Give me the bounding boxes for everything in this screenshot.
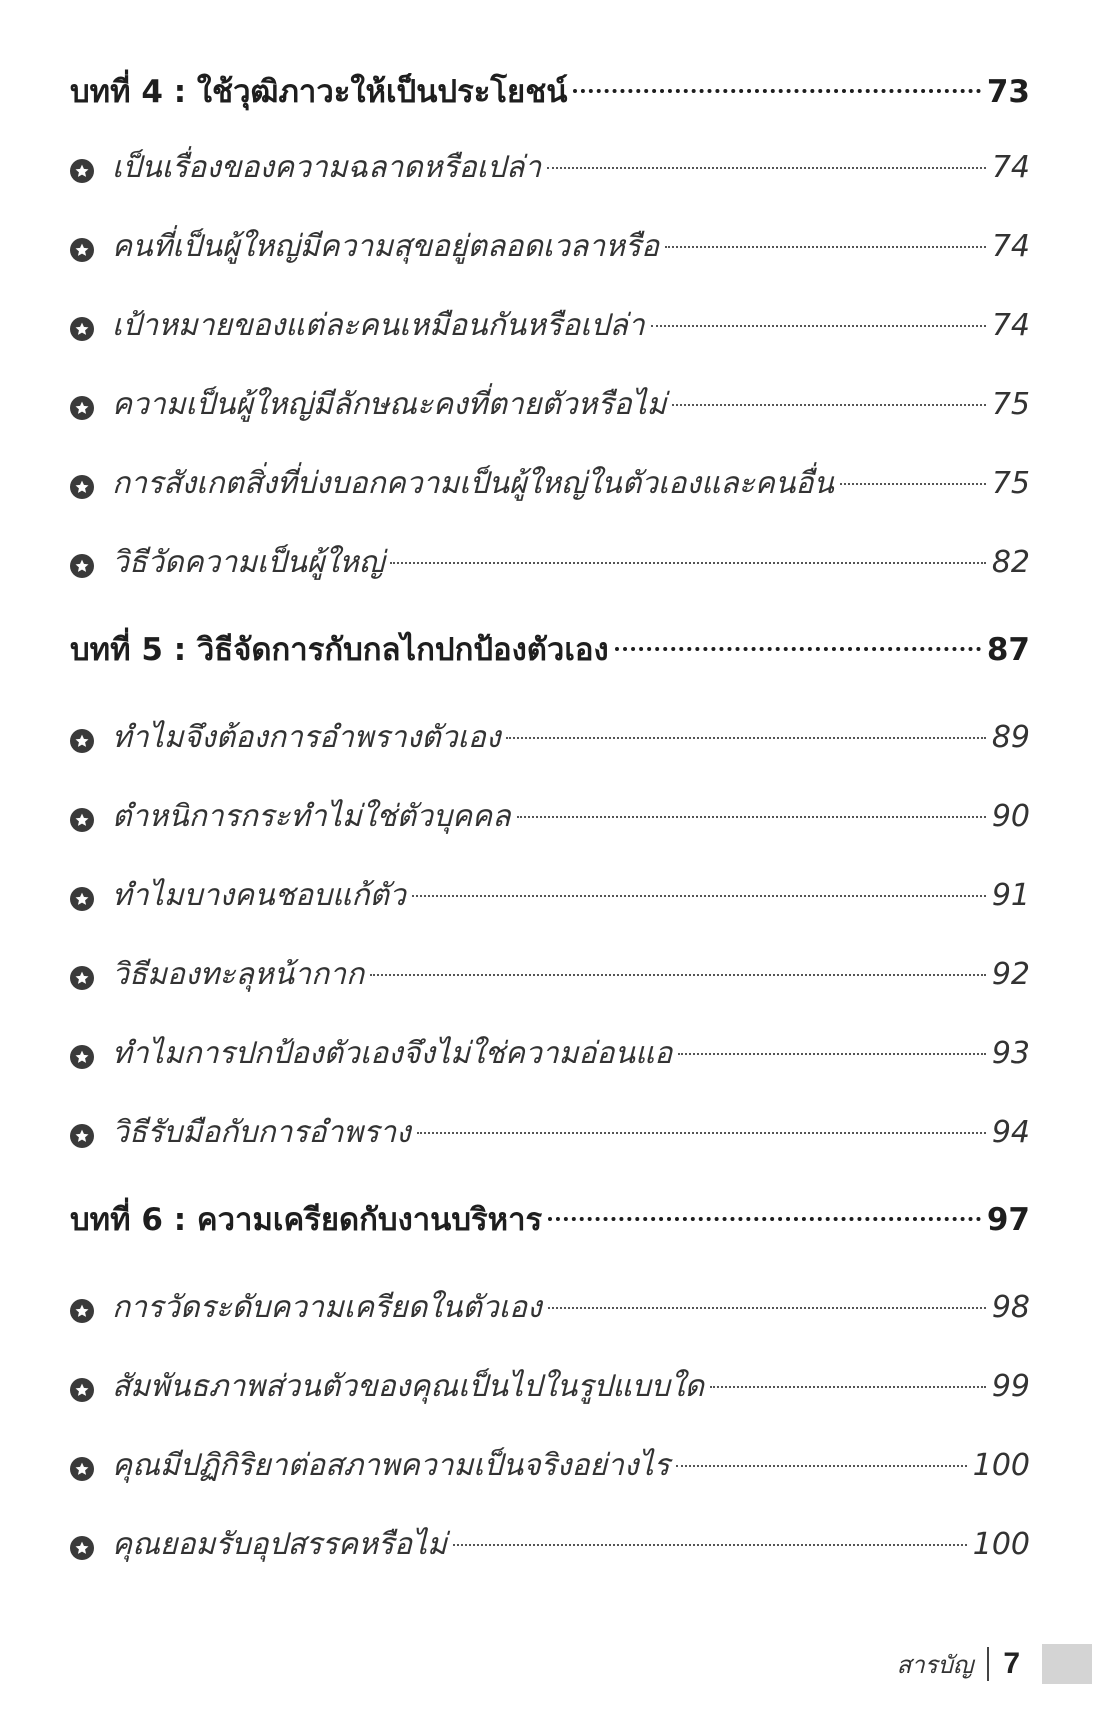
entry-label: ทำไมการปกป้องตัวเองจึงไม่ใช่ความอ่อนแอ — [112, 1036, 673, 1071]
dot-leader — [676, 1465, 967, 1467]
star-circle-icon — [70, 1536, 94, 1560]
toc-entry — [70, 1426, 1030, 1505]
entry-label: คุณยอมรับอุปสรรคหรือไม่ — [112, 1527, 447, 1562]
entry-page: 91 — [991, 878, 1030, 913]
entry-page: 75 — [991, 387, 1030, 422]
chapter-title: บทที่ 6 : ความเครียดกับงานบริหาร — [70, 1202, 543, 1238]
entry-page: 82 — [991, 545, 1030, 580]
toc-entry — [70, 1347, 1030, 1426]
chapter-title: บทที่ 5 : วิธีจัดการกับกลไกปกป้องตัวเอง — [70, 632, 609, 668]
dot-leader — [412, 895, 986, 897]
toc-entry — [70, 856, 1030, 935]
chapter-items — [70, 698, 1030, 1172]
chapter-heading — [70, 1172, 1030, 1268]
toc-entry — [70, 523, 1030, 602]
dot-leader — [651, 325, 986, 327]
dot-leader — [417, 1132, 986, 1134]
dot-leader — [548, 1217, 981, 1221]
dot-leader — [390, 562, 985, 564]
star-circle-icon — [70, 317, 94, 341]
dot-leader — [370, 974, 986, 976]
entry-label: เป็นเรื่องของความฉลาดหรือเปล่า — [112, 150, 542, 185]
toc-entry — [70, 1093, 1030, 1172]
star-circle-icon — [70, 887, 94, 911]
entry-label: คุณมีปฏิกิริยาต่อสภาพความเป็นจริงอย่างไร — [112, 1448, 670, 1483]
toc-entry — [70, 1268, 1030, 1347]
toc-entry — [70, 698, 1030, 777]
entry-page: 74 — [991, 229, 1030, 264]
entry-label: วิธีวัดความเป็นผู้ใหญ่ — [112, 545, 385, 580]
entry-label: วิธีรับมือกับการอำพราง — [112, 1115, 411, 1150]
entry-page: 100 — [972, 1527, 1030, 1562]
star-circle-icon — [70, 1378, 94, 1402]
entry-page: 98 — [991, 1290, 1030, 1325]
toc-entry — [70, 1014, 1030, 1093]
footer-divider — [987, 1647, 989, 1681]
star-circle-icon — [70, 1299, 94, 1323]
chapter-heading — [70, 56, 1030, 128]
chapter-page: 87 — [986, 632, 1030, 668]
dot-leader — [678, 1053, 986, 1055]
star-circle-icon — [70, 1124, 94, 1148]
dot-leader — [517, 816, 986, 818]
entry-page: 100 — [972, 1448, 1030, 1483]
toc-entry — [70, 935, 1030, 1014]
dot-leader — [547, 167, 986, 169]
star-circle-icon — [70, 1045, 94, 1069]
page-number: 7 — [1003, 1647, 1020, 1680]
star-circle-icon — [70, 808, 94, 832]
star-circle-icon — [70, 238, 94, 262]
chapter-title: บทที่ 4 : ใช้วุฒิภาวะให้เป็นประโยชน์ — [70, 74, 568, 110]
dot-leader — [615, 647, 981, 651]
toc-entry — [70, 286, 1030, 365]
chapter-items — [70, 1268, 1030, 1584]
entry-label: วิธีมองทะลุหน้ากาก — [112, 957, 365, 992]
dot-leader — [506, 737, 985, 739]
entry-label: ตำหนิการกระทำไม่ใช่ตัวบุคคล — [112, 799, 511, 834]
entry-page: 93 — [991, 1036, 1030, 1071]
star-circle-icon — [70, 396, 94, 420]
toc-entry — [70, 444, 1030, 523]
toc-entry — [70, 777, 1030, 856]
chapter-page: 97 — [986, 1202, 1030, 1238]
entry-label: คนที่เป็นผู้ใหญ่มีความสุขอยู่ตลอดเวลาหรือ — [112, 229, 660, 264]
star-circle-icon — [70, 159, 94, 183]
entry-label: ความเป็นผู้ใหญ่มีลักษณะคงที่ตายตัวหรือไม่ — [112, 387, 667, 422]
page-edge-tab — [1042, 1644, 1092, 1684]
entry-page: 99 — [991, 1369, 1030, 1404]
star-circle-icon — [70, 729, 94, 753]
chapter-heading — [70, 602, 1030, 698]
dot-leader — [672, 404, 985, 406]
star-circle-icon — [70, 475, 94, 499]
entry-label: ทำไมบางคนชอบแก้ตัว — [112, 878, 406, 913]
dot-leader — [573, 89, 980, 93]
entry-label: สัมพันธภาพส่วนตัวของคุณเป็นไปในรูปแบบใด — [112, 1369, 704, 1404]
dot-leader — [548, 1307, 986, 1309]
entry-label: เป้าหมายของแต่ละคนเหมือนกันหรือเปล่า — [112, 308, 645, 343]
star-circle-icon — [70, 554, 94, 578]
chapter-page: 73 — [986, 74, 1030, 110]
toc-entry — [70, 128, 1030, 207]
entry-page: 90 — [991, 799, 1030, 834]
star-circle-icon — [70, 966, 94, 990]
entry-page: 74 — [991, 308, 1030, 343]
footer-section-label: สารบัญ — [896, 1650, 974, 1679]
dot-leader — [665, 246, 986, 248]
entry-label: การวัดระดับความเครียดในตัวเอง — [112, 1290, 542, 1325]
entry-label: การสังเกตสิ่งที่บ่งบอกความเป็นผู้ใหญ่ในตัวเองและคนอื่น — [112, 466, 834, 501]
star-circle-icon — [70, 1457, 94, 1481]
entry-page: 94 — [991, 1115, 1030, 1150]
entry-page: 75 — [991, 466, 1030, 501]
chapter-items — [70, 128, 1030, 602]
dot-leader — [710, 1386, 986, 1388]
entry-page: 89 — [991, 720, 1030, 755]
entry-page: 92 — [991, 957, 1030, 992]
table-of-contents — [70, 56, 1030, 1584]
dot-leader — [453, 1544, 967, 1546]
dot-leader — [840, 483, 986, 485]
entry-label: ทำไมจึงต้องการอำพรางตัวเอง — [112, 720, 501, 755]
toc-entry — [70, 365, 1030, 444]
toc-entry — [70, 1505, 1030, 1584]
page-footer — [897, 1642, 1092, 1686]
toc-entry — [70, 207, 1030, 286]
entry-page: 74 — [991, 150, 1030, 185]
